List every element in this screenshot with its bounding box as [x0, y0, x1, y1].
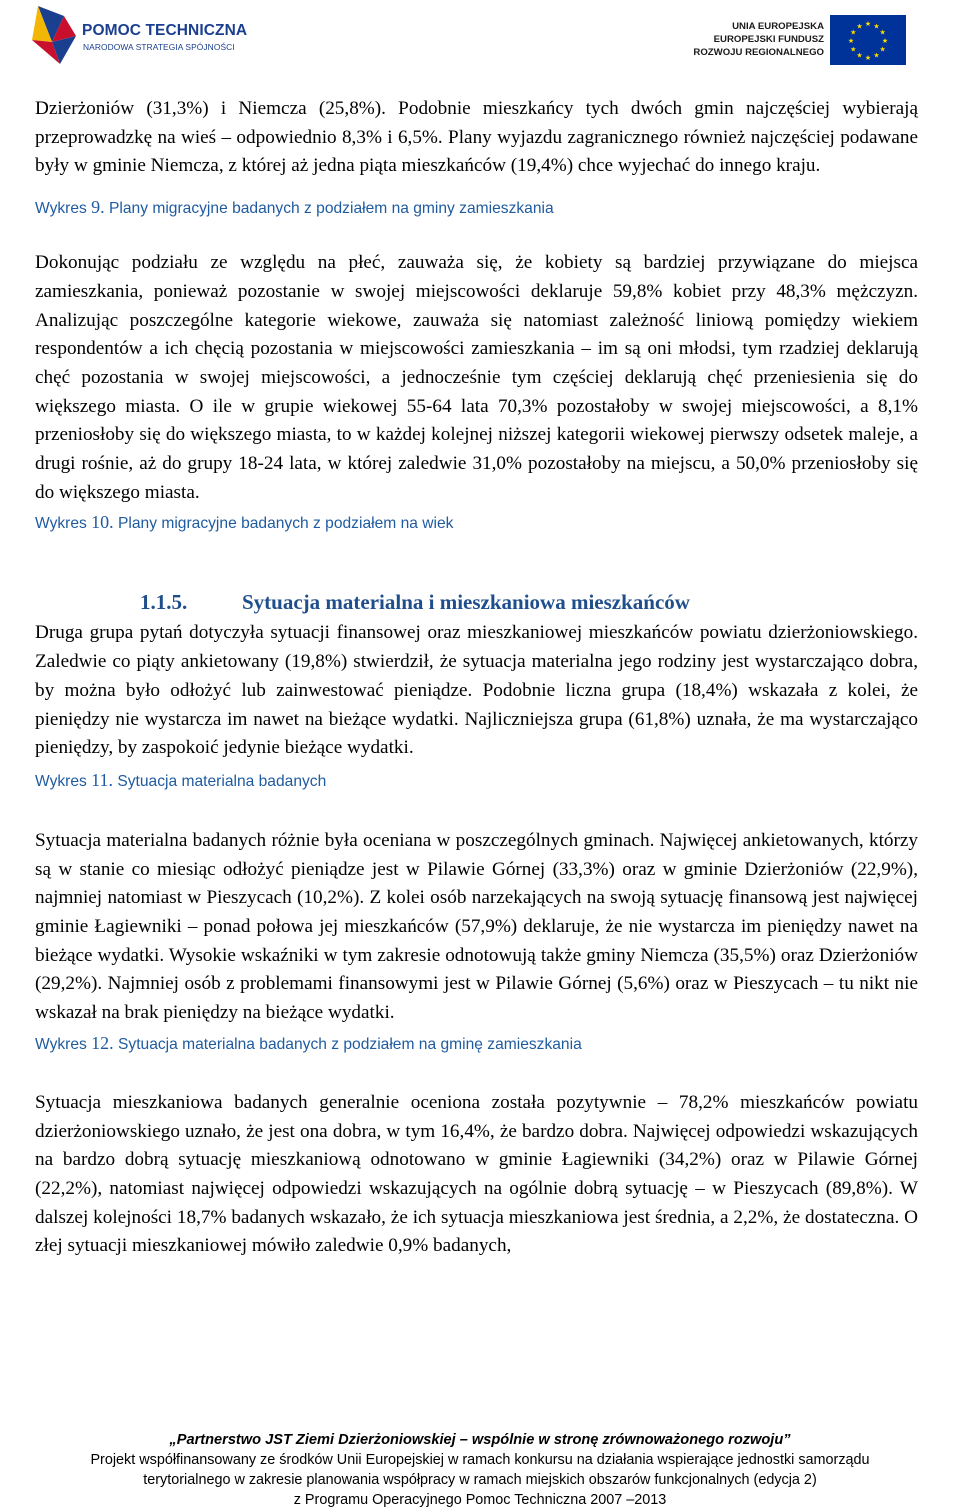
footer-project-title: „Partnerstwo JST Ziemi Dzierżoniowskiej – wspólnie w stronę zrównoważonego rozwoju”: [169, 1432, 791, 1448]
logo-title: POMOC TECHNICZNA: [82, 22, 248, 39]
svg-text:★: ★: [879, 45, 886, 54]
footer-programme: z Programu Operacyjnego Pomoc Techniczna 2007 –2013: [293, 1492, 667, 1508]
caption-text: Sytuacja materialna badanych: [113, 772, 327, 790]
chart-caption-9: [35, 197, 918, 219]
caption-number: 9.: [91, 197, 105, 218]
svg-text:★: ★: [879, 28, 886, 37]
caption-label: Wykres: [35, 1035, 92, 1053]
paragraph-2: Dokonując podziału ze względu na płeć, zauważa się, że kobiety są bardziej przywiązane do miejsca zamieszkania, ponieważ pozostanie w swojej miejscowości deklaruje 59,8% kobiet przy 48,3% mężczyzn. Analizując poszczególne kategorie wiekowe, zauważa się natomiast zależność liniową pomiędzy wiekiem respondentów a ich chęcią pozostania w miejscowości zamieszkania – im są oni młodsi, tym rzadziej deklarują chęć pozostania w swojej miejscowości, a jednocześnie tym częściej deklarują chęć przeniesienia się do większego miasta. O ile w grupie wiekowej 55-64 lata 70,3% pozostałoby w swojej miejscowości, a 8,1% przeniosłoby się do większego miasta, to w każdej kolejnej niższej kategorii wiekowej pierwszy odsetek maleje, a drugi rośnie, aż do grupy 18-24 lata, w której zaledwie 31,0% pozostałoby na miejscu, a 50,0% przeniosłoby się do większego miasta.: [35, 252, 918, 503]
section-number: 1.1.5.: [140, 590, 188, 615]
logo-subtitle: NARODOWA STRATEGIA SPÓJNOŚCI: [83, 42, 235, 52]
page-header: [0, 0, 960, 70]
svg-text:★: ★: [864, 54, 872, 62]
svg-text:★: ★: [856, 51, 863, 60]
page-footer: [0, 1430, 960, 1510]
eu-logo-line3: ROZWOJU REGIONALNEGO: [693, 47, 824, 58]
chart-caption-11: [35, 770, 918, 792]
paragraph-1: Dzierżoniów (31,3%) i Niemcza (25,8%). Podobnie mieszkańcy tych dwóch gmin najczęściej wybierają przeprowadzkę na wieś – odpowiednio 8,3% i 6,5%. Plany wyjazdu zagranicznego również najczęściej podawane były w gminie Niemcza, z której aż jedna piąta mieszkańców (19,4%) chce wyjechać do innego kraju.: [35, 98, 918, 177]
svg-text:★: ★: [850, 45, 857, 54]
svg-text:★: ★: [873, 22, 880, 31]
caption-label: Wykres: [35, 515, 92, 533]
chart-caption-12: [35, 1033, 918, 1055]
caption-text: Plany migracyjne badanych z podziałem na gminy zamieszkania: [104, 200, 554, 218]
svg-text:★: ★: [847, 37, 855, 45]
section-heading: [35, 588, 918, 616]
svg-text:★: ★: [864, 20, 872, 28]
svg-text:★: ★: [850, 28, 857, 37]
paragraph-4: Sytuacja materialna badanych różnie była oceniana w poszczególnych gminach. Najwięcej ankietowanych, którzy są w stanie co miesiąc odłożyć pieniądze jest w Pilawie Górnej (33,3%) oraz w gminie Dzierżoniów (22,9%), najmniej natomiast w Pieszycach (10,2%). Z kolei osób narzekających na swoją sytuację finansową jest najwięcej gminie Łagiewniki – ponad połowa jej mieszkańców (57,9%) deklaruje, że nie wystarcza im pieniędzy nawet na bieżące wydatki. Wysokie wskaźniki w tym zakresie odnotowują także gminy Niemcza (35,5%) oraz Dzierżoniów (29,2%). Najmniej osób z problemami finansowymi jest w Pilawie Górnej (5,6%) oraz w Pieszycach – tu nikt nie wskazał na brak pieniędzy na bieżące wydatki.: [35, 829, 918, 1024]
pomoc-techniczna-logo: [30, 2, 260, 66]
caption-label: Wykres: [35, 200, 92, 218]
svg-text:★: ★: [873, 51, 880, 60]
caption-number: 12.: [91, 1032, 114, 1053]
footer-funding-line-2: terytorialnego w zakresie planowania współpracy w ramach miejskich obszarów funkcjonalnych (edycja 2): [143, 1472, 817, 1488]
caption-number: 10.: [91, 512, 114, 533]
document-body: [35, 95, 918, 1261]
caption-text: Plany migracyjne badanych z podziałem na wiek: [113, 515, 454, 533]
eu-logo-line1: UNIA EUROPEJSKA: [732, 21, 824, 32]
eu-flag-icon: [830, 15, 906, 65]
svg-text:★: ★: [881, 37, 889, 45]
star-emblem-icon: [30, 2, 80, 66]
caption-label: Wykres: [35, 772, 92, 790]
section-title: Sytuacja materialna i mieszkaniowa mieszkańców: [242, 590, 690, 615]
footer-funding-line: Projekt współfinansowany ze środków Unii Europejskiej w ramach konkursu na działania wspierające jednostki samorządu: [90, 1452, 870, 1468]
svg-text:★: ★: [856, 22, 863, 31]
eu-logo-line2: EUROPEJSKI FUNDUSZ: [713, 34, 824, 45]
eu-logo: [686, 15, 906, 65]
caption-text: Sytuacja materialna badanych z podziałem na gminę zamieszkania: [113, 1035, 582, 1053]
paragraph-5: Sytuacja mieszkaniowa badanych generalnie oceniona została pozytywnie – 78,2% mieszkańców powiatu dzierżoniowskiego uznało, że jest ona dobra, w tym 16,4%, że bardzo dobra. Najwięcej odpowiedzi wskazujących na bardzo dobrą sytuację mieszkaniową odnotowano w gminie Łagiewniki (34,2%) oraz w Pilawie Górnej (22,2%), natomiast najwięcej odpowiedzi wskazujących na ogólnie dobrą sytuację – w Pieszycach (89,8%). W dalszej kolejności 18,7% badanych wskazało, że ich sytuacja mieszkaniowa jest średnia, a 2,2%, że dostateczna. O złej sytuacji mieszkaniowej mówiło zaledwie 0,9% badanych,: [35, 1091, 918, 1257]
paragraph-3: Druga grupa pytań dotyczyła sytuacji finansowej oraz mieszkaniowej mieszkańców powiatu dzierżoniowskiego. Zaledwie co piąty ankietowany (19,8%) stwierdził, że sytuacja materialna jego rodziny jest wystarczająco dobra, by można było odłożyć lub zainwestować pieniądze. Podobnie liczna grupa (18,4%) wskazała z kolei, że pieniędzy nie wystarcza im nawet na bieżące wydatki. Najliczniejsza grupa (61,8%) uznała, że ma wystarczająco pieniędzy, by zaspokoić jedynie bieżące wydatki.: [35, 622, 918, 759]
caption-number: 11.: [91, 769, 114, 790]
chart-caption-10: [35, 512, 918, 534]
